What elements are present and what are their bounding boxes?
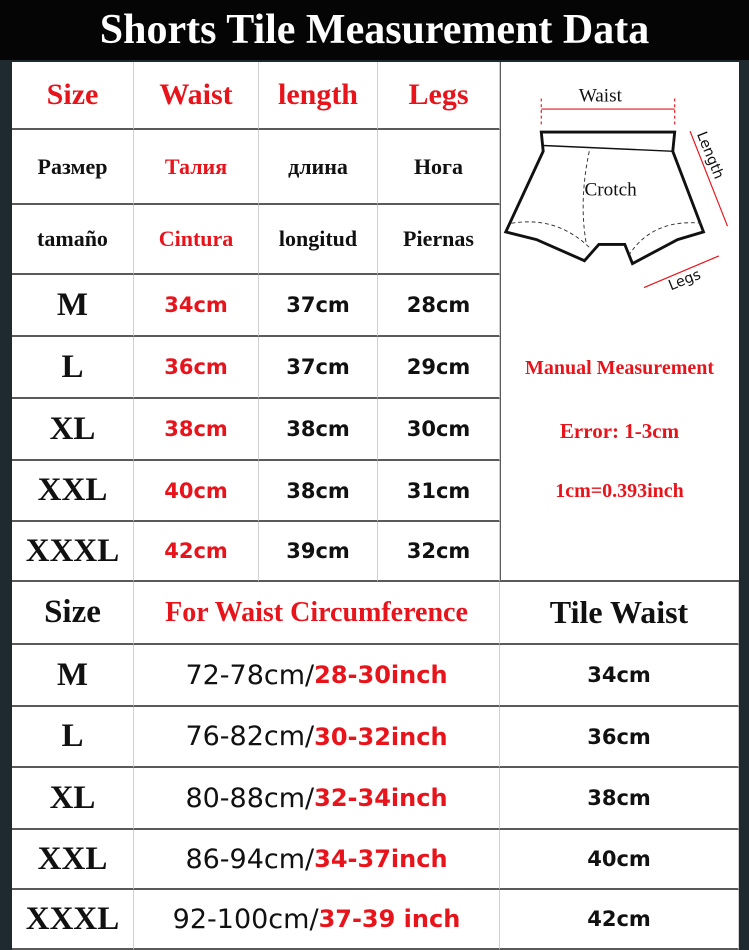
header-cell: longitud [259,205,378,275]
value-cell: 29cm [378,337,500,399]
range-inch: 37-39 inch [318,905,461,933]
value-cell: 38cm [259,399,378,461]
value-cell: 38cm [134,399,259,461]
size-cell: L [12,707,134,768]
tile-waist-cell: 36cm [500,707,739,768]
waist-range-cell [134,768,500,830]
tile-waist-cell: 40cm [500,830,739,890]
length-label: Length [693,129,727,182]
value-cell: 37cm [259,337,378,399]
value-cell: 36cm [134,337,259,399]
shorts-outline-icon [500,62,739,302]
crotch-label: Crotch [584,179,637,201]
value-cell: 39cm [259,522,378,582]
size-cell: XXXL [12,890,134,950]
header-cell: Size [12,62,134,130]
waist-range-cell [134,645,500,707]
value-cell: 40cm [134,461,259,522]
size-cell: XXL [12,461,134,522]
header-cell: Cintura [134,205,259,275]
header-cell: Нога [378,130,500,205]
value-cell: 42cm [134,522,259,582]
value-cell: 30cm [378,399,500,461]
tile-waist-cell: 34cm [500,645,739,707]
range-inch: 28-30inch [314,661,448,689]
size-cell: M [12,645,134,707]
header-cell: Tile Waist [500,582,739,645]
range-cm: 86-94cm/ [185,843,315,875]
header-cell: Size [12,582,134,645]
header-cell: Piernas [378,205,500,275]
size-cell: L [12,337,134,399]
range-cm: 80-88cm/ [185,782,315,814]
header-cell: Талия [134,130,259,205]
value-cell: 31cm [378,461,500,522]
header-cell: tamaño [12,205,134,275]
page-title: Shorts Tile Measurement Data [0,0,749,60]
value-cell: 38cm [259,461,378,522]
size-cell: M [12,275,134,337]
header-cell: Waist [134,62,259,130]
header-cell: длина [259,130,378,205]
size-cell: XXXL [12,522,134,582]
waist-range-cell [134,890,500,950]
size-cell: XL [12,399,134,461]
header-cell: Размер [12,130,134,205]
waist-range-cell [134,707,500,768]
value-cell: 37cm [259,275,378,337]
waist-label: Waist [578,85,622,107]
value-cell: 34cm [134,275,259,337]
range-cm: 72-78cm/ [185,659,315,691]
size-cell: XXL [12,830,134,890]
range-inch: 32-34inch [314,784,448,812]
note-manual: Manual Measurement [524,357,715,379]
value-cell: 28cm [378,275,500,337]
range-inch: 30-32inch [314,722,448,751]
size-chart [12,62,739,950]
size-cell: XL [12,768,134,830]
note-conversion: 1cm=0.393inch [555,480,684,502]
header-cell: Legs [378,62,500,130]
range-cm: 92-100cm/ [172,903,319,935]
tile-waist-cell: 38cm [500,768,739,830]
waist-range-cell [134,830,500,890]
range-cm: 76-82cm/ [185,721,315,752]
header-cell: For Waist Circumference [134,582,500,645]
range-inch: 34-37inch [314,845,448,873]
header-cell: length [259,62,378,130]
shorts-diagram [500,62,739,302]
note-error: Error: 1-3cm [559,419,680,443]
value-cell: 32cm [378,522,500,582]
tile-waist-cell: 42cm [500,890,739,950]
legs-label: Legs [666,266,704,295]
